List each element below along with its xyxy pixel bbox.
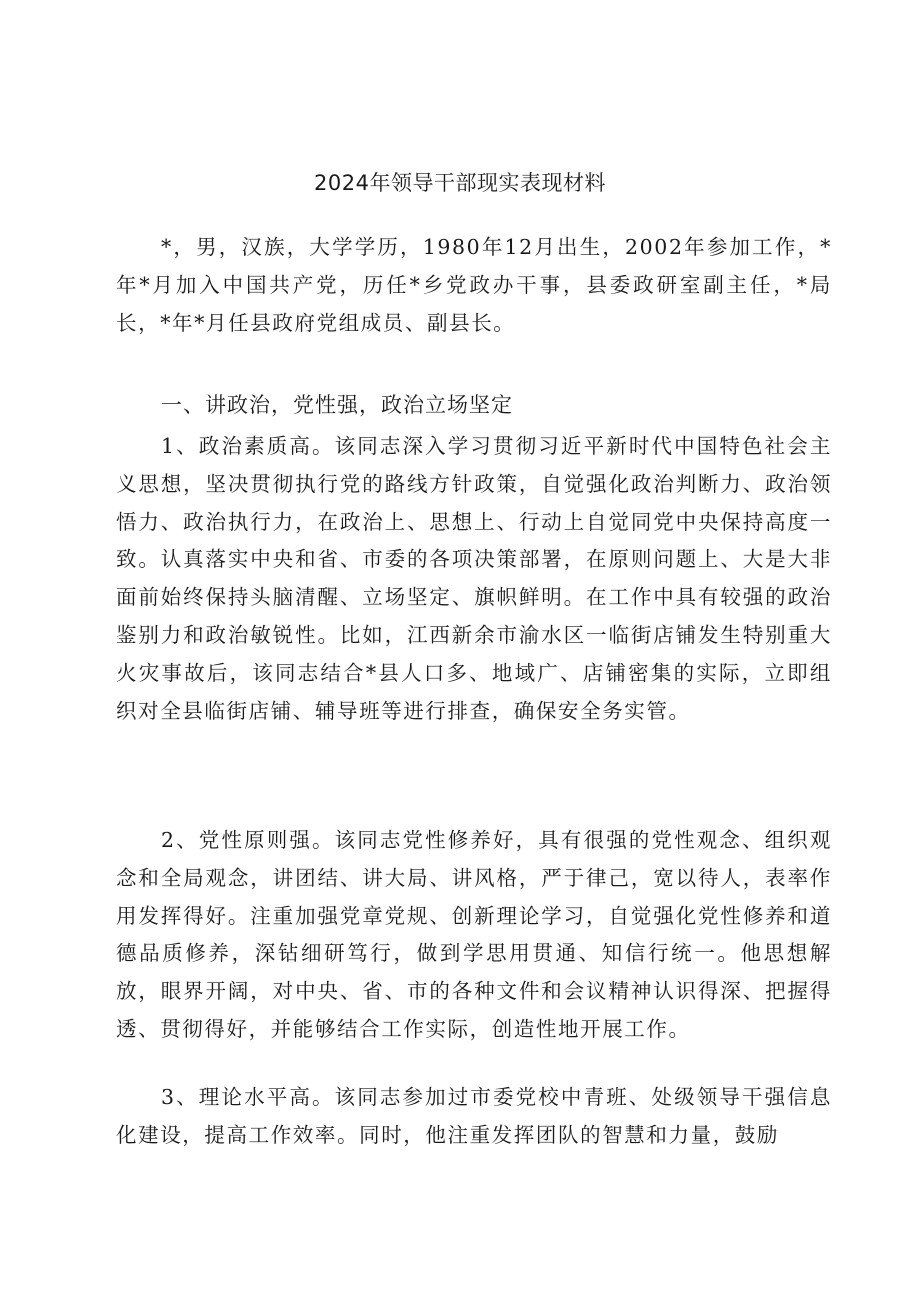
intro-paragraph: *，男，汉族，大学学历，1980年12月出生，2002年参加工作，*年*月加入中国共产党，历任*乡党政办干事，县委政研室副主任，*局长，*年*月任县政府党组成员、副县长。 — [116, 235, 832, 335]
point-1-paragraph: 1、政治素质高。该同志深入学习贯彻习近平新时代中国特色社会主义思想，坚决贯彻执行党的路线方针政策，自觉强化政治判断力、政治领悟力、政治执行力，在政治上、思想上、行动上自觉同党中央保持高度一致。认真落实中央和省、市委的各项决策部署，在原则问题上、大是大非面前始终保持头脑清醒、立场坚定、旗帜鲜明。在工作中具有较强的政治鉴别力和政治敏锐性。比如，江西新余市渝水区一临街店铺发生特别重大火灾事故后，该同志结合*县人口多、地域广、店铺密集的实际，立即组织对全县临街店铺、辅导班等进行排查，确保安全务实管。 — [116, 434, 832, 723]
point-3-paragraph: 3、理论水平高。该同志参加过市委党校中青班、处级领导干强信息化建设，提高工作效率。同时，他注重发挥团队的智慧和力量，鼓励 — [116, 1085, 832, 1147]
document-title: 2024年领导干部现实表现材料 — [314, 171, 606, 195]
section-heading: 一、讲政治，党性强，政治立场坚定 — [161, 393, 513, 417]
point-2-paragraph: 2、党性原则强。该同志党性修养好，具有很强的党性观念、组织观念和全局观念，讲团结、讲大局、讲风格，严于律己，宽以待人，表率作用发挥得好。注重加强党章党规、创新理论学习，自觉强化党性修养和道德品质修养，深钻细研笃行，做到学思用贯通、知信行统一。他思想解放，眼界开阔，对中央、省、市的各种文件和会议精神认识得深、把握得透、贯彻得好，并能够结合工作实际，创造性地开展工作。 — [116, 828, 832, 1041]
